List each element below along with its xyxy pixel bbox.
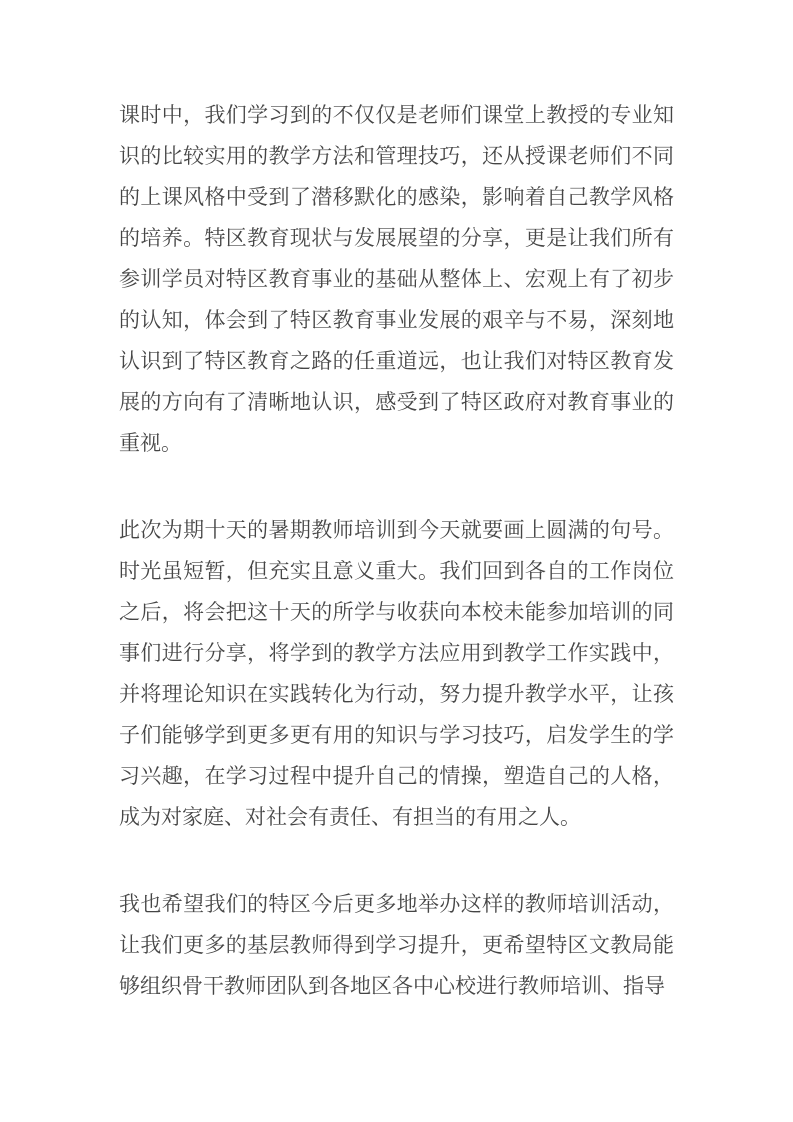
- paragraph-1: 课时中，我们学习到的不仅仅是老师们课堂上教授的专业知识的比较实用的教学方法和管理技巧，还从授课老师们不同的上课风格中受到了潜移默化的感染，影响着自己教学风格的培养。特区教育现状与发展展望的分享，更是让我们所有参训学员对特区教育事业的基础从整体上、宏观上有了初步的认知，体会到了特区教育事业发展的艰辛与不易，深刻地认识到了特区教育之路的任重道远，也让我们对特区教育发展的方向有了清晰地认识，感受到了特区政府对教育事业的重视。: [119, 103, 674, 455]
- document-text-block: [119, 95, 674, 1007]
- paragraph-2: 此次为期十天的暑期教师培训到今天就要画上圆满的句号。时光虽短暂，但充实且意义重大。我们回到各自的工作岗位之后，将会把这十天的所学与收获向本校未能参加培训的同事们进行分享，将学到的教学方法应用到教学工作实践中，并将理论知识在实践转化为行动，努力提升教学水平，让孩子们能够学到更多更有用的知识与学习技巧，启发学生的学习兴趣，在学习过程中提升自己的情操，塑造自己的人格，成为对家庭、对社会有责任、有担当的有用之人。: [119, 518, 674, 829]
- paragraph-3: 我也希望我们的特区今后更多地举办这样的教师培训活动，让我们更多的基层教师得到学习提升，更希望特区文教局能够组织骨干教师团队到各地区各中心校进行教师培训、指导: [119, 892, 674, 998]
